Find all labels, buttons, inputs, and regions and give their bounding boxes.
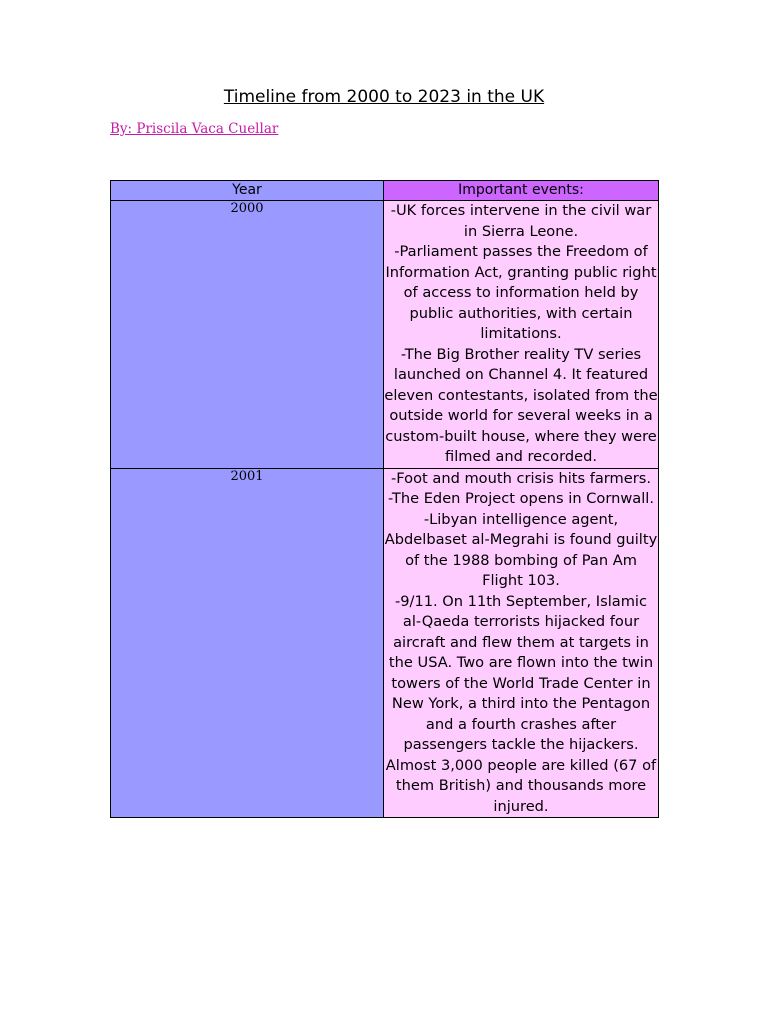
timeline-table (110, 180, 659, 818)
event-item: -Foot and mouth crisis hits farmers. (391, 469, 651, 487)
events-cell (384, 468, 659, 818)
event-item: -The Big Brother reality TV series launched on Channel 4. It featured eleven contestants, isolated from the outside world for several weeks in a custom-built house, where they were filmed and recorded. (384, 345, 658, 465)
event-item: -Parliament passes the Freedom of Information Act, granting public right of access to information held by public authorities, with certain limitations. (385, 243, 657, 342)
table-row (111, 468, 659, 818)
event-item: -Libyan intelligence agent, Abdelbaset al-Megrahi is found guilty of the 1988 bombing of Pan Am Flight 103. (384, 510, 658, 589)
author-link[interactable]: By: Priscila Vaca Cuellar (110, 121, 279, 137)
events-cell (384, 201, 659, 469)
table-header-row (111, 181, 659, 201)
year-cell: 2001 (111, 468, 384, 818)
event-item: -The Eden Project opens in Cornwall. (388, 490, 654, 507)
year-cell: 2000 (111, 201, 384, 469)
event-item: -UK forces intervene in the civil war in Sierra Leone. (390, 202, 652, 240)
event-item: -9/11. On 11th September, Islamic al-Qaeda terrorists hijacked four aircraft and flew them at targets in the USA. Two are flown into the twin towers of the World Trade Center in New York, a third into the Pentagon and a fourth crashes after passengers tackle the hijackers. Almost 3,000 people are killed (67 of them British) and thousands more injured. (385, 592, 657, 815)
header-events: Important events: (384, 181, 659, 201)
header-year: Year (111, 181, 384, 201)
table-row (111, 201, 659, 469)
page-title: Timeline from 2000 to 2023 in the UK (223, 87, 545, 107)
